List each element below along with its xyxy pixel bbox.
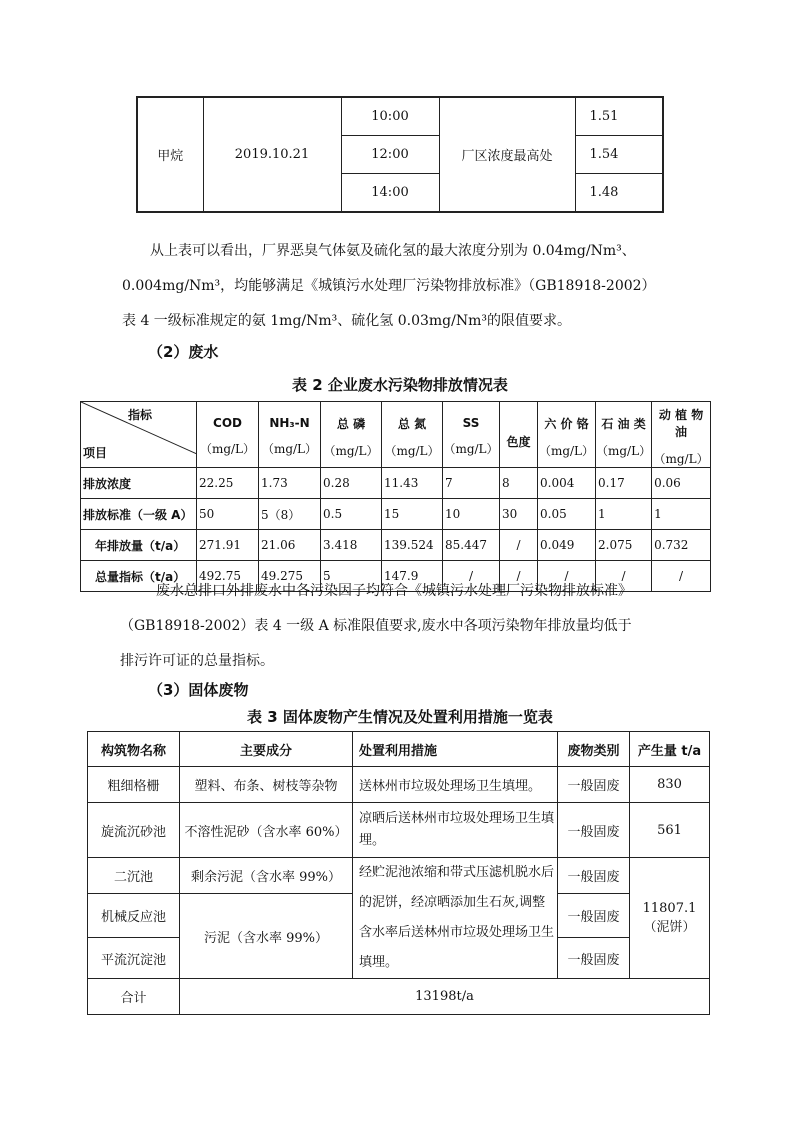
column-header: 色度 bbox=[500, 402, 538, 468]
column-header: 废物类别 bbox=[558, 732, 630, 767]
table-cell: 0.17 bbox=[596, 468, 652, 499]
table-row bbox=[81, 499, 711, 530]
table-cell: 830 bbox=[630, 767, 710, 803]
table-cell: 机械反应池 bbox=[88, 894, 180, 938]
table-cell: / bbox=[443, 561, 500, 592]
table-cell: 一般固废 bbox=[558, 803, 630, 858]
table-row bbox=[88, 803, 710, 858]
table-cell: 凉晒后送林州市垃圾处理场卫生填埋。 bbox=[353, 803, 558, 858]
paragraph-2 bbox=[120, 574, 700, 679]
table-cell: 平流沉淀池 bbox=[88, 938, 180, 979]
table-cell: 50 bbox=[197, 499, 259, 530]
row-label: 总量指标（t/a） bbox=[81, 561, 197, 592]
table-cell bbox=[630, 858, 710, 979]
table-cell: 10 bbox=[443, 499, 500, 530]
sludge-amount-note: （泥饼） bbox=[643, 920, 696, 935]
table-cell: 271.91 bbox=[197, 530, 259, 561]
table-cell: 8 bbox=[500, 468, 538, 499]
table-cell: / bbox=[652, 561, 711, 592]
value-cell: 1.48 bbox=[575, 174, 663, 213]
row-label: 排放标准（一级 A） bbox=[81, 499, 197, 530]
table-cell: 0.732 bbox=[652, 530, 711, 561]
table-cell: 0.05 bbox=[538, 499, 596, 530]
methane-table bbox=[136, 96, 664, 213]
pollutant-cell: 甲烷 bbox=[137, 97, 203, 212]
table-cell: 2.075 bbox=[596, 530, 652, 561]
date-cell: 2019.10.21 bbox=[203, 97, 341, 212]
table-cell: 30 bbox=[500, 499, 538, 530]
table-row bbox=[88, 979, 710, 1015]
table-cell: 1 bbox=[596, 499, 652, 530]
row-label: 年排放量（t/a） bbox=[81, 530, 197, 561]
table-cell: / bbox=[500, 561, 538, 592]
table-cell: 3.418 bbox=[321, 530, 382, 561]
column-header: 产生量 t/a bbox=[630, 732, 710, 767]
table-cell: 85.447 bbox=[443, 530, 500, 561]
column-header: 处置利用措施 bbox=[353, 732, 558, 767]
table-cell: 5（8） bbox=[259, 499, 321, 530]
sludge-amount: 11807.1 bbox=[642, 901, 697, 916]
corner-bottom-label: 项目 bbox=[83, 446, 108, 460]
column-header: COD （mg/L） bbox=[197, 402, 259, 468]
section-heading-solid-waste: （3）固体废物 bbox=[148, 681, 249, 699]
table-cell: 5 bbox=[321, 561, 382, 592]
table-cell: 粗细格栅 bbox=[88, 767, 180, 803]
table-cell: 0.049 bbox=[538, 530, 596, 561]
time-cell: 12:00 bbox=[341, 136, 439, 174]
paragraph-line: 排污许可证的总量指标。 bbox=[120, 653, 274, 669]
table-row bbox=[81, 468, 711, 499]
table-cell: / bbox=[500, 530, 538, 561]
table-cell: 0.06 bbox=[652, 468, 711, 499]
table-cell: 15 bbox=[382, 499, 443, 530]
table-cell: 147.9 bbox=[382, 561, 443, 592]
table-caption-2: 表 2 企业废水污染物排放情况表 bbox=[292, 376, 508, 394]
solid-waste-table bbox=[87, 731, 710, 1015]
column-header: 总 氮 （mg/L） bbox=[382, 402, 443, 468]
table-cell: 49.275 bbox=[259, 561, 321, 592]
row-label: 排放浓度 bbox=[81, 468, 197, 499]
column-header: 构筑物名称 bbox=[88, 732, 180, 767]
column-header: SS （mg/L） bbox=[443, 402, 500, 468]
table-cell: 561 bbox=[630, 803, 710, 858]
time-cell: 10:00 bbox=[341, 97, 439, 136]
table-row bbox=[81, 530, 711, 561]
table-cell: 1 bbox=[652, 499, 711, 530]
table-cell: 不溶性泥砂（含水率 60%） bbox=[180, 803, 353, 858]
column-header: 六 价 铬 （mg/L） bbox=[538, 402, 596, 468]
value-cell: 1.51 bbox=[575, 97, 663, 136]
corner-header bbox=[81, 402, 197, 468]
table-row bbox=[88, 767, 710, 803]
location-cell: 厂区浓度最高处 bbox=[439, 97, 575, 212]
column-header: 石 油 类 （mg/L） bbox=[596, 402, 652, 468]
table-cell: 一般固废 bbox=[558, 894, 630, 938]
value-cell: 1.54 bbox=[575, 136, 663, 174]
paragraph-line: 从上表可以看出，厂界恶臭气体氨及硫化氢的最大浓度分别为 0.04mg/Nm³、 bbox=[150, 243, 636, 259]
column-header: 主要成分 bbox=[180, 732, 353, 767]
table-cell: / bbox=[538, 561, 596, 592]
paragraph-line: 废水总排口外排废水中各污染因子均符合《城镇污水处理厂污染物排放标准》 bbox=[156, 583, 632, 599]
table-cell: 塑料、布条、树枝等杂物 bbox=[180, 767, 353, 803]
table-cell: 0.5 bbox=[321, 499, 382, 530]
column-header: NH₃-N （mg/L） bbox=[259, 402, 321, 468]
table-cell: 1.73 bbox=[259, 468, 321, 499]
column-header: 总 磷 （mg/L） bbox=[321, 402, 382, 468]
table-cell: 经贮泥池浓缩和带式压滤机脱水后的泥饼，经凉晒添加生石灰,调整含水率后送林州市垃圾处理场卫生填埋。 bbox=[353, 858, 558, 979]
table-cell: 0.004 bbox=[538, 468, 596, 499]
table-cell: 13198t/a bbox=[180, 979, 710, 1015]
paragraph-line: 表 4 一级标准规定的氨 1mg/Nm³、硫化氢 0.03mg/Nm³的限值要求。 bbox=[122, 313, 571, 329]
table-cell: 492.75 bbox=[197, 561, 259, 592]
table-caption-3: 表 3 固体废物产生情况及处置利用措施一览表 bbox=[247, 708, 553, 726]
table-cell: 污泥（含水率 99%） bbox=[180, 894, 353, 979]
table-cell: 剩余污泥（含水率 99%） bbox=[180, 858, 353, 894]
table-cell: 合计 bbox=[88, 979, 180, 1015]
table-cell: 一般固废 bbox=[558, 858, 630, 894]
table-cell: 一般固废 bbox=[558, 767, 630, 803]
table-cell: 二沉池 bbox=[88, 858, 180, 894]
paragraph-line: （GB18918-2002）表 4 一级 A 标准限值要求,废水中各项污染物年排放量均低于 bbox=[120, 618, 632, 634]
table-cell: 送林州市垃圾处理场卫生填埋。 bbox=[353, 767, 558, 803]
paragraph-line: 0.004mg/Nm³，均能够满足《城镇污水处理厂污染物排放标准》（GB18918-2002） bbox=[122, 278, 656, 294]
table-cell: 7 bbox=[443, 468, 500, 499]
table-row bbox=[88, 858, 710, 894]
section-heading-wastewater: （2）废水 bbox=[148, 343, 219, 361]
table-cell: 一般固废 bbox=[558, 938, 630, 979]
table-cell: / bbox=[596, 561, 652, 592]
corner-top-label: 指标 bbox=[127, 408, 152, 422]
table-cell: 11.43 bbox=[382, 468, 443, 499]
column-header: 动 植 物 油 （mg/L） bbox=[652, 402, 711, 468]
wastewater-table bbox=[80, 401, 711, 592]
table-cell: 21.06 bbox=[259, 530, 321, 561]
table-cell: 22.25 bbox=[197, 468, 259, 499]
table-cell: 139.524 bbox=[382, 530, 443, 561]
time-cell: 14:00 bbox=[341, 174, 439, 213]
table-cell: 旋流沉砂池 bbox=[88, 803, 180, 858]
paragraph-1 bbox=[122, 234, 682, 339]
table-cell: 0.28 bbox=[321, 468, 382, 499]
